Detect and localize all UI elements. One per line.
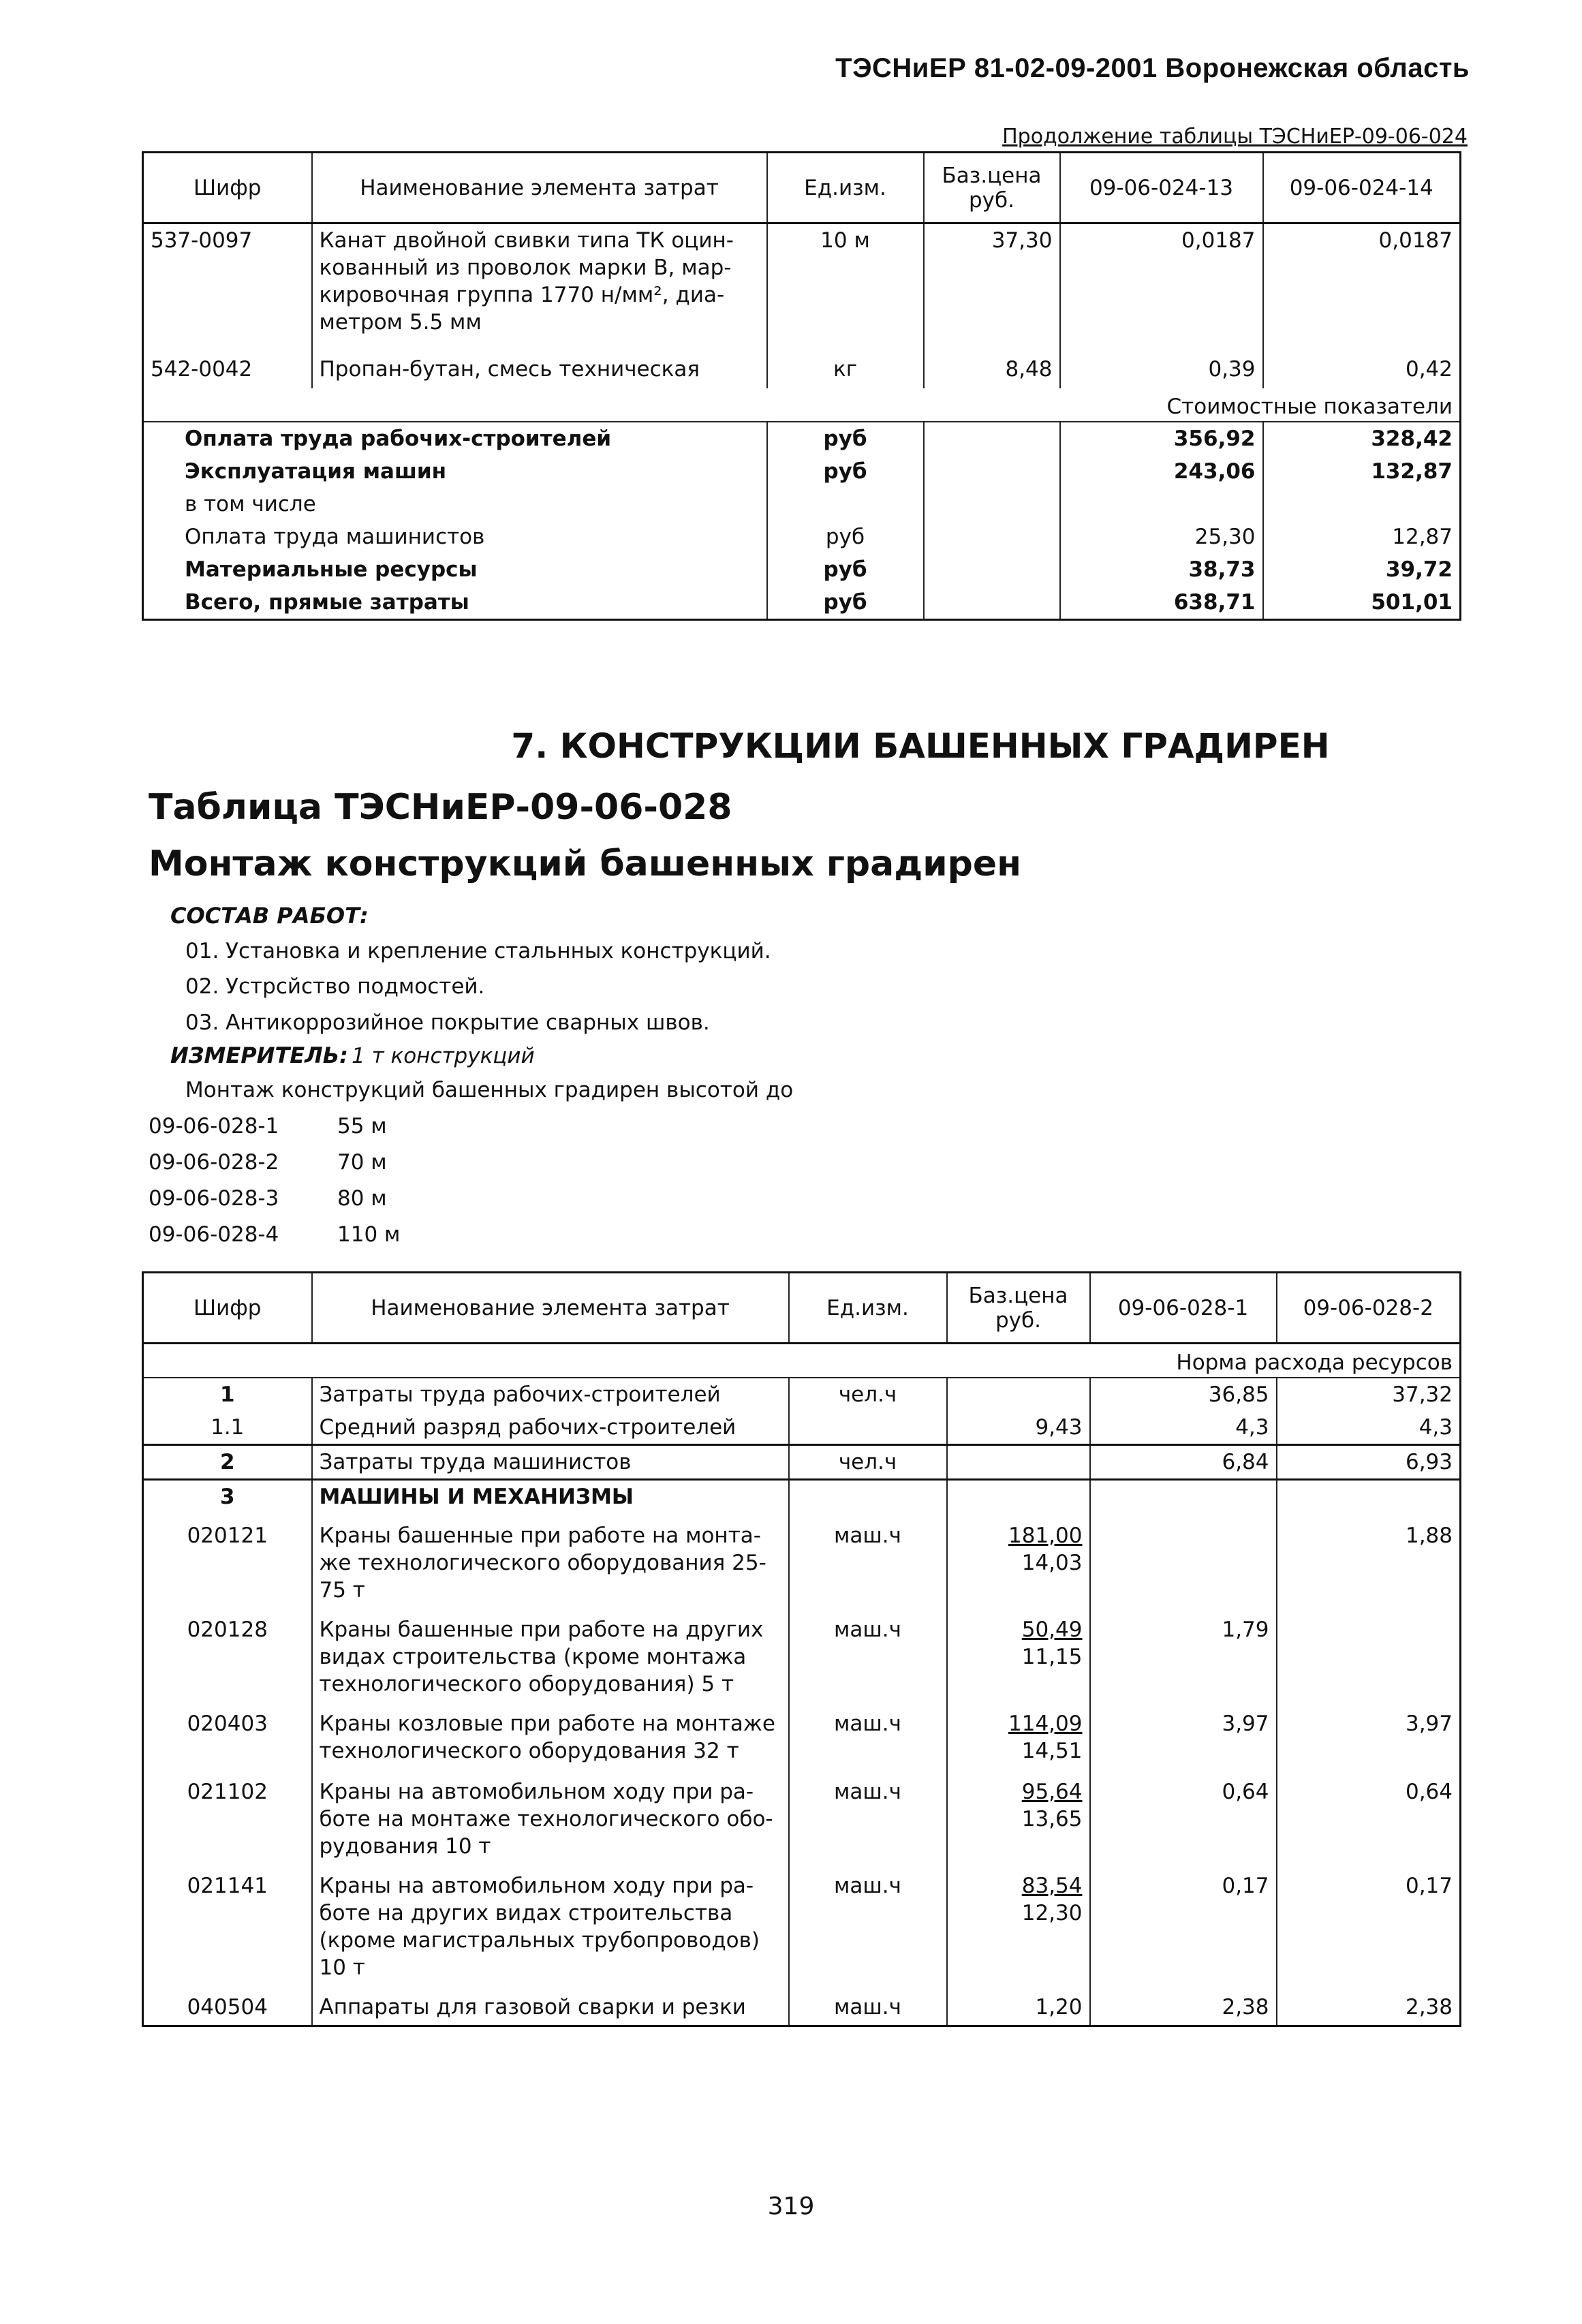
height-value: 55 м bbox=[337, 1114, 387, 1138]
page-number: 319 bbox=[767, 2193, 815, 2220]
row-unit: чел.ч bbox=[789, 1378, 947, 1411]
row-code: 542-0042 bbox=[151, 356, 253, 382]
row-name: Пропан-бутан, смесь техническая bbox=[312, 353, 767, 388]
row-unit: маш.ч bbox=[789, 1870, 947, 1991]
col-code-header: Шифр bbox=[143, 1273, 312, 1344]
row-v2: 2,38 bbox=[1277, 1991, 1461, 2026]
row-name: Затраты труда машинистов bbox=[312, 1445, 789, 1480]
col-name-header: Наименование элемента затрат bbox=[312, 1273, 789, 1344]
row-v1: 0,0187 bbox=[1060, 223, 1263, 353]
row-unit: маш.ч bbox=[789, 1613, 947, 1707]
table-row bbox=[143, 1870, 1461, 1991]
work-item: 02. Устрсйство подмостей. bbox=[185, 974, 485, 999]
section-heading: 7. КОНСТРУКЦИИ БАШЕННЫХ ГРАДИРЕН bbox=[511, 726, 1330, 766]
row-name: Затраты труда рабочих-строителей bbox=[312, 1378, 789, 1411]
table-row bbox=[143, 521, 1461, 553]
row-v2: 3,97 bbox=[1277, 1707, 1461, 1776]
row-price bbox=[947, 1445, 1090, 1480]
col-price-header: Баз.цена руб. bbox=[947, 1273, 1090, 1344]
cost-unit: руб bbox=[767, 455, 924, 488]
row-name: Краны башенные при работе на монта-же технологического оборудования 25-75 т bbox=[312, 1519, 789, 1613]
work-composition-label: СОСТАВ РАБОТ: bbox=[170, 903, 369, 929]
row-v2: 0,64 bbox=[1277, 1776, 1461, 1870]
cost-unit: руб bbox=[767, 422, 924, 455]
row-code: 2 bbox=[143, 1445, 312, 1480]
cost-v1: 25,30 bbox=[1060, 521, 1263, 553]
row-price: 181,00 bbox=[1008, 1523, 1083, 1548]
table-row bbox=[143, 553, 1461, 586]
cost-unit: руб bbox=[767, 586, 924, 620]
table-row bbox=[143, 488, 1461, 521]
table-row bbox=[143, 586, 1461, 620]
table-024-continuation bbox=[142, 151, 1461, 621]
table-row bbox=[143, 1519, 1461, 1613]
row-code: 021102 bbox=[187, 1779, 268, 1804]
col-unit-header: Ед.изм. bbox=[767, 153, 924, 223]
row-v1 bbox=[1090, 1519, 1277, 1613]
table-name: Монтаж конструкций башенных градирен bbox=[149, 843, 1022, 884]
table-row bbox=[143, 1411, 1461, 1445]
height-value: 110 м bbox=[337, 1222, 401, 1247]
row-v2: 37,32 bbox=[1277, 1378, 1461, 1411]
row-code: 040504 bbox=[187, 1994, 268, 2019]
table1-header-row bbox=[143, 153, 1461, 223]
row-code: 020128 bbox=[187, 1617, 268, 1642]
row-price-driver: 14,03 bbox=[1021, 1550, 1083, 1575]
table-row bbox=[143, 1991, 1461, 2026]
cost-unit: руб bbox=[767, 521, 924, 553]
height-code: 09-06-028-1 bbox=[149, 1114, 279, 1138]
continuation-note: Продолжение таблицы ТЭСНиЕР-09-06-024 bbox=[1002, 125, 1468, 149]
row-price-driver: 12,30 bbox=[1021, 1900, 1083, 1925]
row-name: Аппараты для газовой сварки и резки bbox=[312, 1991, 789, 2026]
meter-label: ИЗМЕРИТЕЛЬ: bbox=[170, 1042, 348, 1068]
col-v2-header: 09-06-024-14 bbox=[1263, 153, 1461, 223]
row-code: 537-0097 bbox=[151, 228, 253, 253]
cost-v2: 132,87 bbox=[1263, 455, 1461, 488]
cost-v2: 39,72 bbox=[1263, 553, 1461, 586]
row-v1: 0,17 bbox=[1090, 1870, 1277, 1991]
table-row bbox=[143, 1613, 1461, 1707]
row-name: Краны на автомобильном ходу при ра-боте на других видах строительства (кроме магистральных трубопроводов) 10 т bbox=[312, 1870, 789, 1991]
row-price: 1,20 bbox=[947, 1991, 1090, 2026]
row-v1: 2,38 bbox=[1090, 1991, 1277, 2026]
cost-indicators-label: Стоимостные показатели bbox=[143, 388, 1461, 422]
row-name: Средний разряд рабочих-строителей bbox=[312, 1411, 789, 1445]
row-unit: кг bbox=[767, 353, 924, 388]
norm-label: Норма расхода ресурсов bbox=[143, 1344, 1461, 1378]
row-name: Краны башенные при работе на других видах строительства (кроме монтажа технологического оборудования) 5 т bbox=[312, 1613, 789, 1707]
table-row bbox=[143, 1378, 1461, 1411]
row-price: 83,54 bbox=[1021, 1873, 1083, 1898]
row-v1: 4,3 bbox=[1090, 1411, 1277, 1445]
row-price: 8,48 bbox=[924, 353, 1060, 388]
row-v2: 4,3 bbox=[1277, 1411, 1461, 1445]
cost-v1: 638,71 bbox=[1060, 586, 1263, 620]
row-unit: маш.ч bbox=[789, 1776, 947, 1870]
row-v1: 1,79 bbox=[1090, 1613, 1277, 1707]
row-price: 9,43 bbox=[947, 1411, 1090, 1445]
table-row bbox=[143, 1445, 1461, 1480]
work-item: 01. Установка и крепление стальнных конструкций. bbox=[185, 939, 771, 963]
row-v2: 1,88 bbox=[1277, 1519, 1461, 1613]
col-price-header: Баз.цена руб. bbox=[924, 153, 1060, 223]
table-row bbox=[143, 353, 1461, 388]
row-v2: 0,17 bbox=[1277, 1870, 1461, 1991]
cost-unit: руб bbox=[767, 553, 924, 586]
cost-v1: 38,73 bbox=[1060, 553, 1263, 586]
row-v2: 0,42 bbox=[1263, 353, 1461, 388]
height-code: 09-06-028-3 bbox=[149, 1186, 279, 1211]
row-name: Канат двойной свивки типа ТК оцин-кованный из проволок марки В, мар-кировочная группа 1770 н/мм², диа-метром 5.5 мм bbox=[312, 223, 767, 353]
row-price: 95,64 bbox=[1021, 1779, 1083, 1804]
table-row bbox=[143, 223, 1461, 353]
row-unit: маш.ч bbox=[789, 1707, 947, 1776]
row-price: 37,30 bbox=[924, 223, 1060, 353]
row-unit: маш.ч bbox=[789, 1519, 947, 1613]
row-v1: 6,84 bbox=[1090, 1445, 1277, 1480]
row-unit: 10 м bbox=[767, 223, 924, 353]
row-name: Краны козловые при работе на монтаже технологического оборудования 32 т bbox=[312, 1707, 789, 1776]
row-code: 3 bbox=[219, 1485, 235, 1509]
row-price-driver: 13,65 bbox=[1021, 1806, 1083, 1831]
norm-label-row bbox=[143, 1344, 1461, 1378]
row-code: 1 bbox=[219, 1382, 235, 1407]
meter-value: 1 т конструкций bbox=[352, 1044, 535, 1068]
row-code: 1.1 bbox=[143, 1411, 312, 1445]
cost-label-row bbox=[143, 388, 1461, 422]
cost-name: Всего, прямые затраты bbox=[185, 589, 469, 615]
cost-v2: 501,01 bbox=[1263, 586, 1461, 620]
page-header-title: ТЭСНиЕР 81-02-09-2001 Воронежская область bbox=[835, 53, 1470, 83]
table2-header-row bbox=[143, 1273, 1461, 1344]
row-v1: 3,97 bbox=[1090, 1707, 1277, 1776]
col-name-header: Наименование элемента затрат bbox=[312, 153, 767, 223]
table-row bbox=[143, 422, 1461, 455]
height-value: 80 м bbox=[337, 1186, 387, 1211]
col-code-header: Шифр bbox=[143, 153, 312, 223]
cost-v2: 12,87 bbox=[1263, 521, 1461, 553]
row-price: 114,09 bbox=[1008, 1711, 1083, 1736]
row-code: 020121 bbox=[187, 1523, 268, 1548]
height-code: 09-06-028-2 bbox=[149, 1150, 279, 1175]
row-v1: 36,85 bbox=[1090, 1378, 1277, 1411]
row-price-driver: 11,15 bbox=[1021, 1644, 1083, 1669]
row-code: 020403 bbox=[187, 1711, 268, 1736]
row-unit: чел.ч bbox=[789, 1445, 947, 1480]
row-unit bbox=[789, 1411, 947, 1445]
row-v1: 0,39 bbox=[1060, 353, 1263, 388]
cost-name: Оплата труда рабочих-строителей bbox=[185, 426, 612, 451]
row-name: Краны на автомобильном ходу при ра-боте на монтаже технологического обо-рудования 10 т bbox=[312, 1776, 789, 1870]
height-value: 70 м bbox=[337, 1150, 387, 1175]
row-price: 50,49 bbox=[1021, 1617, 1083, 1642]
col-v1-header: 09-06-024-13 bbox=[1060, 153, 1263, 223]
cost-v1: 356,92 bbox=[1060, 422, 1263, 455]
cost-v2: 328,42 bbox=[1263, 422, 1461, 455]
table-row bbox=[143, 1776, 1461, 1870]
cost-v1: 243,06 bbox=[1060, 455, 1263, 488]
work-item: 03. Антикоррозийное покрытие сварных швов. bbox=[185, 1010, 710, 1035]
row-name: МАШИНЫ И МЕХАНИЗМЫ bbox=[312, 1480, 789, 1519]
row-unit: маш.ч bbox=[789, 1991, 947, 2026]
row-v2 bbox=[1277, 1613, 1461, 1707]
row-v2: 0,0187 bbox=[1263, 223, 1461, 353]
cost-name: Оплата труда машинистов bbox=[185, 524, 485, 549]
cost-name: в том числе bbox=[185, 491, 316, 516]
col-unit-header: Ед.изм. bbox=[789, 1273, 947, 1344]
row-price bbox=[947, 1378, 1090, 1411]
col-v1-header: 09-06-028-1 bbox=[1090, 1273, 1277, 1344]
table-028 bbox=[142, 1271, 1461, 2027]
row-v1: 0,64 bbox=[1090, 1776, 1277, 1870]
table-row bbox=[143, 455, 1461, 488]
meter-line bbox=[170, 1042, 535, 1068]
table-title: Таблица ТЭСНиЕР-09-06-028 bbox=[149, 787, 732, 828]
row-price-driver: 14,51 bbox=[1021, 1738, 1083, 1763]
height-intro: Монтаж конструкций башенных градирен высотой до bbox=[185, 1078, 794, 1102]
table-row bbox=[143, 1480, 1461, 1519]
row-v2: 6,93 bbox=[1277, 1445, 1461, 1480]
cost-name: Эксплуатация машин bbox=[185, 459, 447, 484]
height-code: 09-06-028-4 bbox=[149, 1222, 279, 1247]
col-v2-header: 09-06-028-2 bbox=[1277, 1273, 1461, 1344]
cost-name: Материальные ресурсы bbox=[185, 557, 478, 582]
row-code: 021141 bbox=[187, 1873, 268, 1898]
table-row bbox=[143, 1707, 1461, 1776]
